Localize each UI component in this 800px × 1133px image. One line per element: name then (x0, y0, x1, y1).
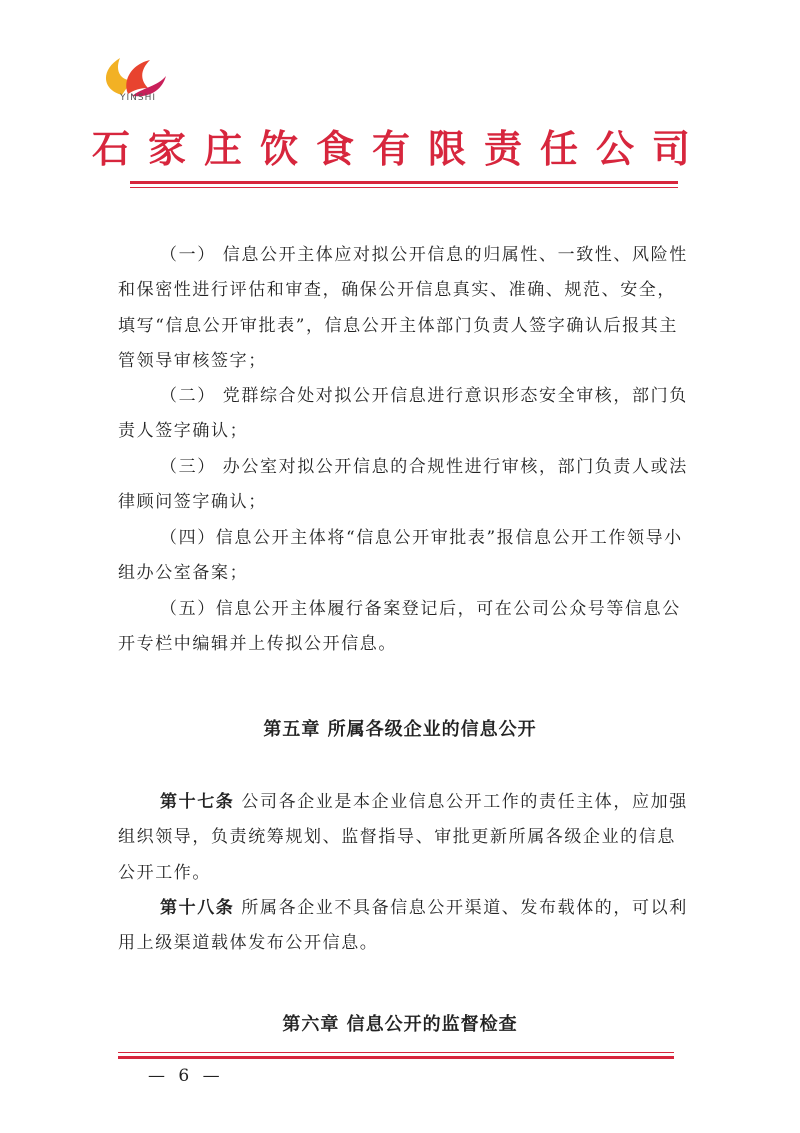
paragraph-item-4: （四）信息公开主体将“信息公开审批表”报信息公开工作领导小组办公室备案； (118, 528, 683, 584)
paragraph-item-3: （三） 办公室对拟公开信息的合规性进行审核，部门负责人或法律顾问签字确认； (118, 457, 688, 513)
chapter-6-title: 第六章 信息公开的监督检查 (282, 1014, 518, 1035)
logo-text: YINSHI (120, 93, 157, 103)
article-17-label: 第十七条 (160, 792, 235, 812)
footer-rule-thick (118, 1056, 674, 1059)
article-18-text: 所属各企业不具备信息公开渠道、发布载体的，可以利用上级渠道载体发布公开信息。 (118, 898, 688, 954)
header-rule-thin (130, 187, 678, 188)
chapter-5-title: 第五章 所属各级企业的信息公开 (263, 719, 537, 740)
article-18 (118, 891, 688, 962)
article-18-label: 第十八条 (160, 898, 235, 918)
article-17-text: 公司各企业是本企业信息公开工作的责任主体，应加强组织领导，负责统筹规划、监督指导、审批更新所属各级企业的信息公开工作。 (118, 792, 688, 883)
footer-rule-thin (118, 1052, 674, 1053)
page-number: — 6 — (148, 1066, 224, 1086)
article-17 (118, 785, 688, 891)
company-name: 石家庄饮食有限责任公司 (91, 126, 708, 171)
header-rule-thick (130, 181, 678, 184)
paragraph-item-5: （五）信息公开主体履行备案登记后，可在公司公众号等信息公开专栏中编辑并上传拟公开信息。 (118, 599, 681, 655)
paragraph-item-1: （一） 信息公开主体应对拟公开信息的归属性、一致性、风险性和保密性进行评估和审查，确保公开信息真实、准确、规范、安全，填写“信息公开审批表”，信息公开主体部门负责人签字确认后报其主管领导审核签字； (118, 245, 688, 371)
paragraph-item-2: （二） 党群综合处对拟公开信息进行意识形态安全审核，部门负责人签字确认； (118, 386, 688, 442)
